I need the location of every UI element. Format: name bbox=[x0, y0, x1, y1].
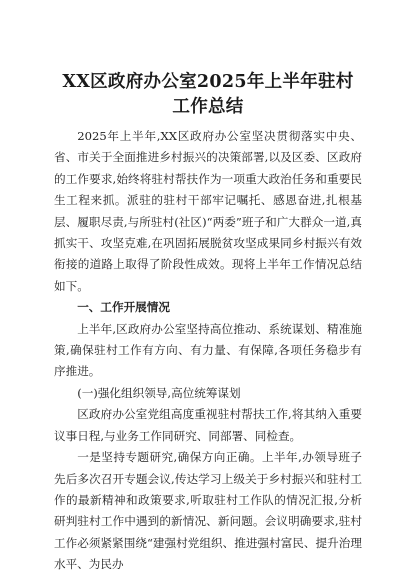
document-body bbox=[54, 126, 362, 576]
section-paragraph: 上半年,区政府办公室坚持高位推动、系统谋划、精准施策,确保驻村工作有方向、有力量、有保障,各项任务稳步有序推进。 bbox=[54, 321, 362, 379]
detail-paragraph: 一是坚持专题研究,确保方向正确。上半年,办领导班子先后多次召开专题会议,传达学习上级关于乡村振兴和驻村工作的最新精神和政策要求,听取驻村工作队的情况汇报,分析研判驻村工作中遇到的新情况、新问题。会议明确要求,驻村工作必须紧紧围绕“建强村党组织、推进强村富民、提升治理水平、为民办 bbox=[54, 450, 362, 572]
subsection-paragraph: 区政府办公室党组高度重视驻村帮扶工作,将其纳入重要议事日程,与业务工作同研究、同部署、同检查。 bbox=[54, 407, 362, 443]
section-heading: 一、工作开展情况 bbox=[77, 300, 170, 315]
intro-paragraph: 2025年上半年,XX区政府办公室坚决贯彻落实中央、省、市关于全面推进乡村振兴的决策部署,以及区委、区政府的工作要求,始终将驻村帮扶作为一项重大政治任务和重要民生工程来抓。派驻的驻村干部牢记嘱托、感恩奋进,扎根基层、履职尽责,与所驻村(社区)“两委”班子和广大群众一道,真抓实干、攻坚克难,在巩固拓展脱贫攻坚成果同乡村振兴有效衔接的道路上取得了阶段性成效。现将上半年工作情况总结如下。 bbox=[54, 129, 362, 293]
subsection-heading: (一)强化组织领导,高位统筹谋划 bbox=[77, 385, 241, 400]
document-title: XX区政府办公室2025年上半年驻村工作总结 bbox=[62, 72, 354, 117]
